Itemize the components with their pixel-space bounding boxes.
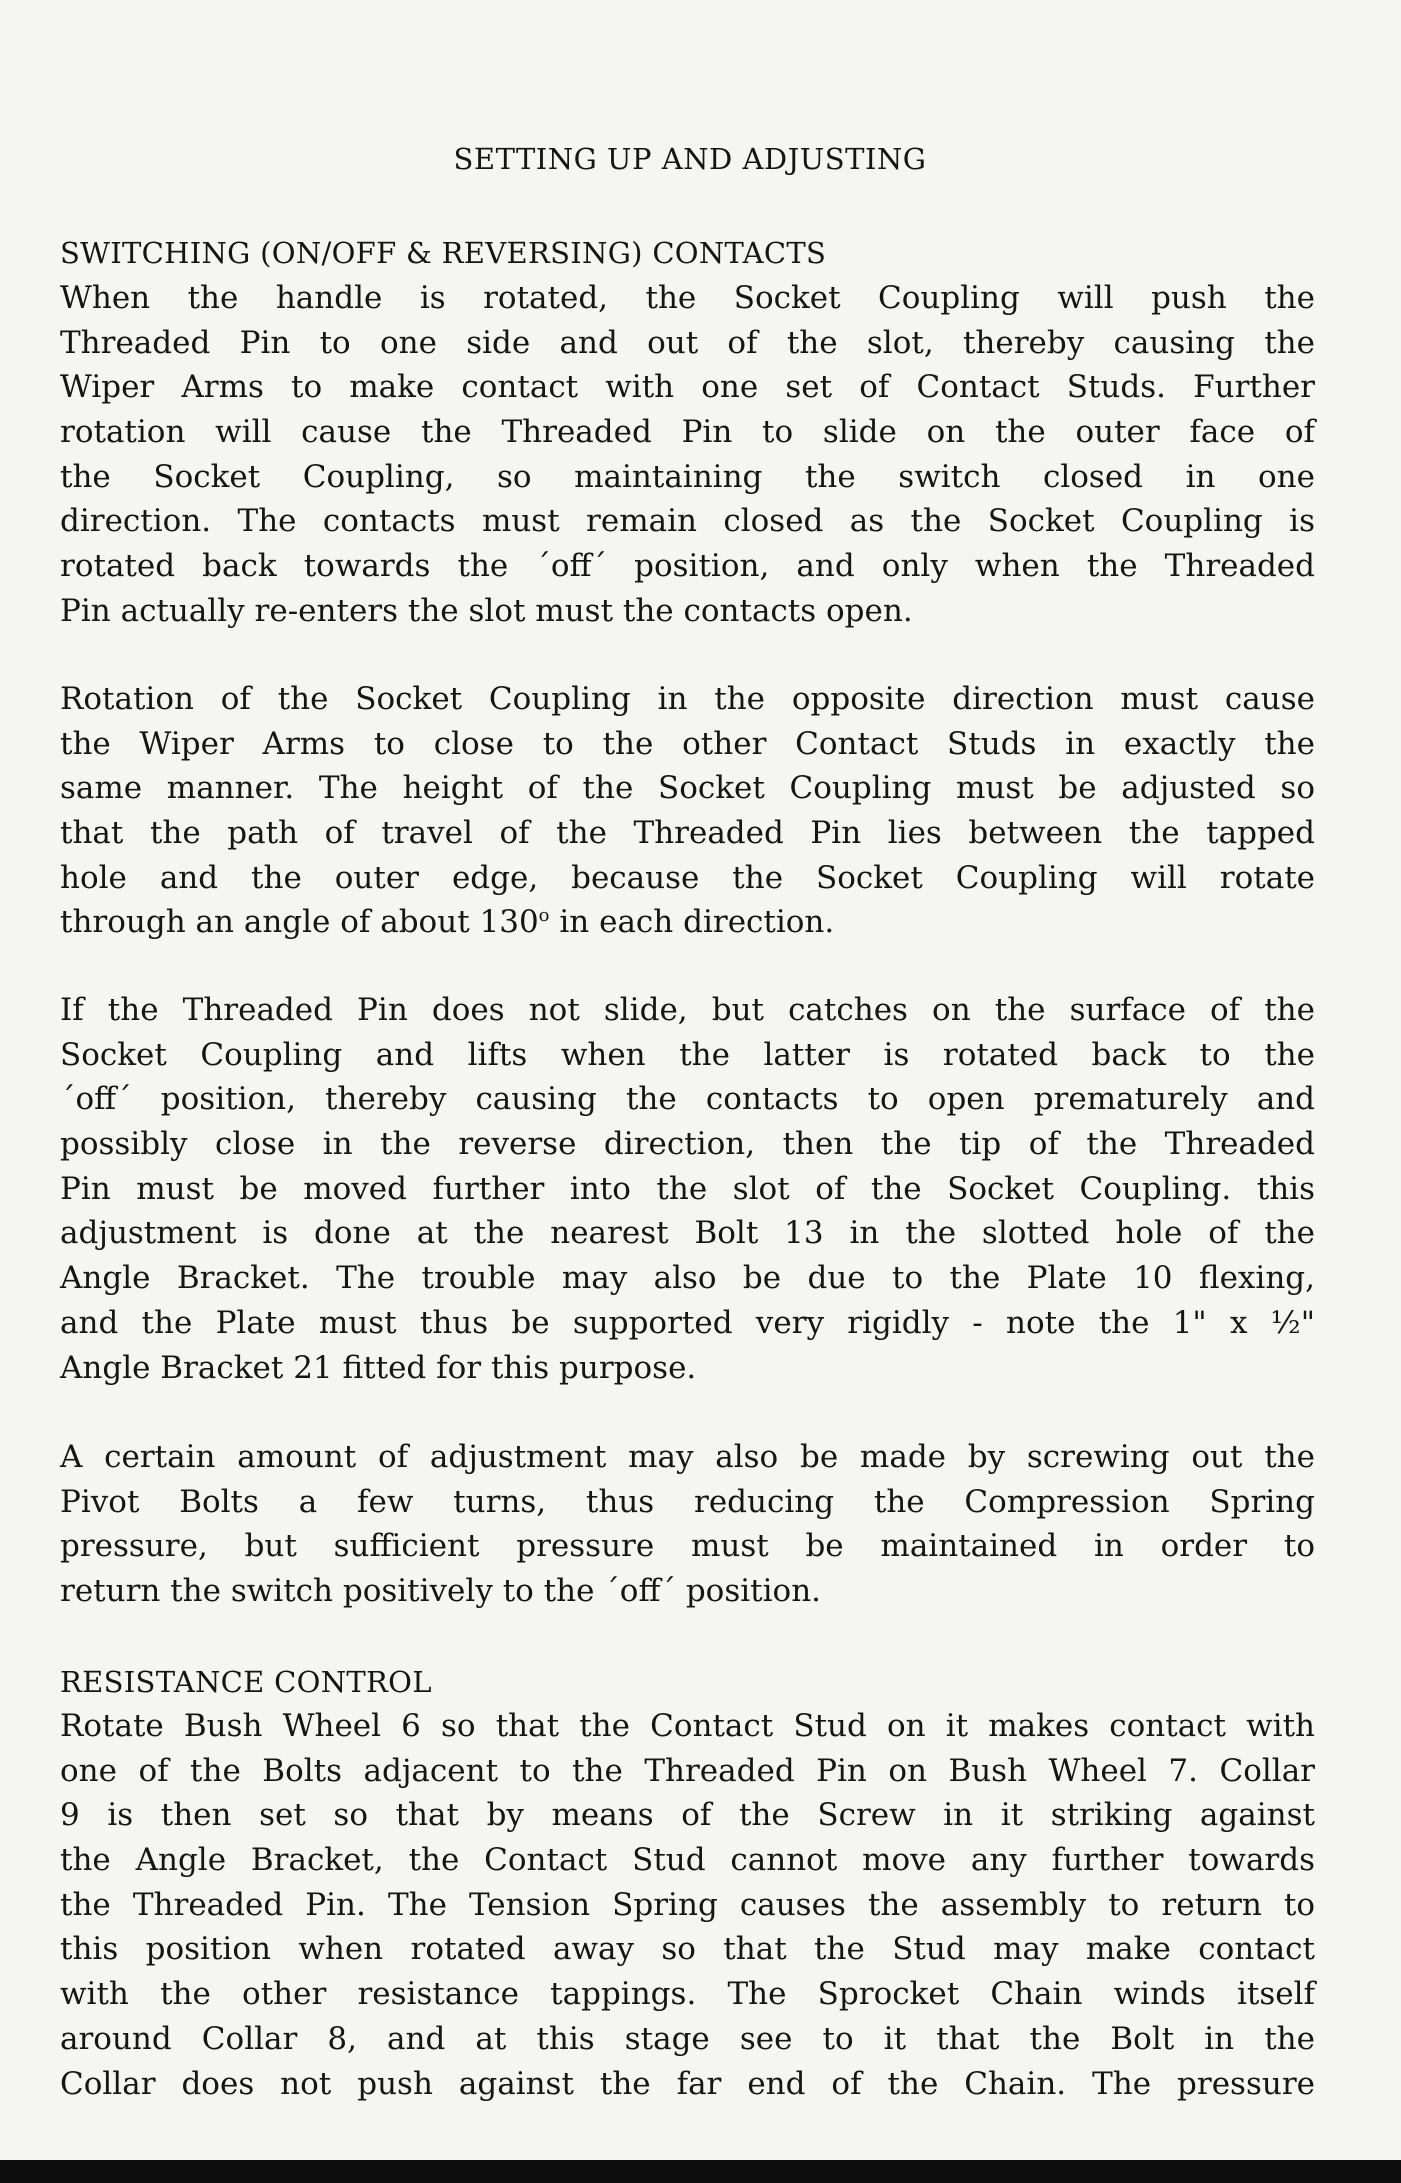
paragraph (60, 1435, 1315, 1614)
text-line: Rotate Bush Wheel 6 so that the Contact Stud on it makes contact with (60, 1708, 1315, 1744)
text-segment: in each direction. (549, 904, 835, 941)
text-line: 9 is then set so that by means of the Screw in it striking against (60, 1797, 1315, 1834)
text-line: When the handle is rotated, the Socket Coupling will push the (60, 280, 1315, 316)
paragraph (60, 988, 1315, 1390)
text-line: Pin actually re-enters the slot must the contacts open. (60, 592, 913, 629)
text-line: adjustment is done at the nearest Bolt 13 in the slotted hole of the (60, 1215, 1315, 1252)
text-line: this position when rotated away so that the Stud may make contact (60, 1931, 1315, 1968)
text-line: ´off´ position, thereby causing the contacts to open prematurely and (60, 1081, 1315, 1118)
text-line: Pivot Bolts a few turns, thus reducing the Compression Spring (60, 1483, 1315, 1520)
paragraph (60, 1704, 1315, 2106)
text-line: the Wiper Arms to close to the other Contact Studs in exactly the (60, 725, 1315, 762)
text-line: the Socket Coupling, so maintaining the switch closed in one (60, 458, 1315, 495)
text-segment: through an angle of about 130 (60, 904, 539, 941)
text-line: hole and the outer edge, because the Socket Coupling will rotate (60, 859, 1315, 896)
paragraph (60, 276, 1315, 634)
text-line: return the switch positively to the ´off´ position. (60, 1573, 822, 1610)
text-line: Collar does not push against the far end of the Chain. The pressure (60, 2065, 1315, 2102)
text-line: Angle Bracket. The trouble may also be due to the Plate 10 flexing, (60, 1260, 1315, 1297)
section-heading: SWITCHING (ON/OFF & REVERSING) CONTACTS (60, 236, 827, 270)
text-line: the Angle Bracket, the Contact Stud cannot move any further towards (60, 1842, 1315, 1879)
section-switching (60, 231, 1315, 275)
text-line: around Collar 8, and at this stage see to it that the Bolt in the (60, 2020, 1315, 2057)
text-line: Socket Coupling and lifts when the latter is rotated back to the (60, 1036, 1315, 1073)
text-line: same manner. The height of the Socket Coupling must be adjusted so (60, 770, 1315, 807)
text-line: direction. The contacts must remain closed as the Socket Coupling is (60, 503, 1315, 540)
text-line: that the path of travel of the Threaded Pin lies between the tapped (60, 815, 1315, 852)
text-line: A certain amount of adjustment may also be made by screwing out the (60, 1439, 1315, 1475)
text-line: rotation will cause the Threaded Pin to slide on the outer face of (60, 414, 1315, 451)
paragraph (60, 677, 1315, 945)
text-line: If the Threaded Pin does not slide, but catches on the surface of the (60, 992, 1315, 1028)
text-line: rotated back towards the ´off´ position, and only when the Threaded (60, 548, 1315, 585)
text-line: pressure, but sufficient pressure must be maintained in order to (60, 1528, 1315, 1565)
degree-superscript: o (538, 905, 550, 927)
text-line: with the other resistance tappings. The Sprocket Chain winds itself (60, 1976, 1315, 2013)
text-line: Pin must be moved further into the slot of the Socket Coupling. this (60, 1170, 1315, 1207)
text-line: possibly close in the reverse direction, then the tip of the Threaded (60, 1126, 1315, 1163)
text-line: one of the Bolts adjacent to the Threaded Pin on Bush Wheel 7. Collar (60, 1752, 1315, 1789)
scan-bottom-edge (0, 2160, 1401, 2183)
text-line: Angle Bracket 21 fitted for this purpose. (60, 1349, 697, 1386)
text-line: Rotation of the Socket Coupling in the opposite direction must cause (60, 681, 1315, 717)
text-line: and the Plate must thus be supported very rigidly - note the 1" x ½" (60, 1304, 1315, 1341)
section-heading: RESISTANCE CONTROL (60, 1665, 432, 1699)
text-line (60, 900, 1315, 945)
text-line: the Threaded Pin. The Tension Spring causes the assembly to return to (60, 1886, 1315, 1923)
page-title: SETTING UP AND ADJUSTING (453, 142, 927, 176)
text-line: Threaded Pin to one side and out of the slot, thereby causing the (60, 324, 1315, 361)
section-resistance-control (60, 1660, 1315, 1704)
text-line: Wiper Arms to make contact with one set of Contact Studs. Further (60, 369, 1315, 406)
